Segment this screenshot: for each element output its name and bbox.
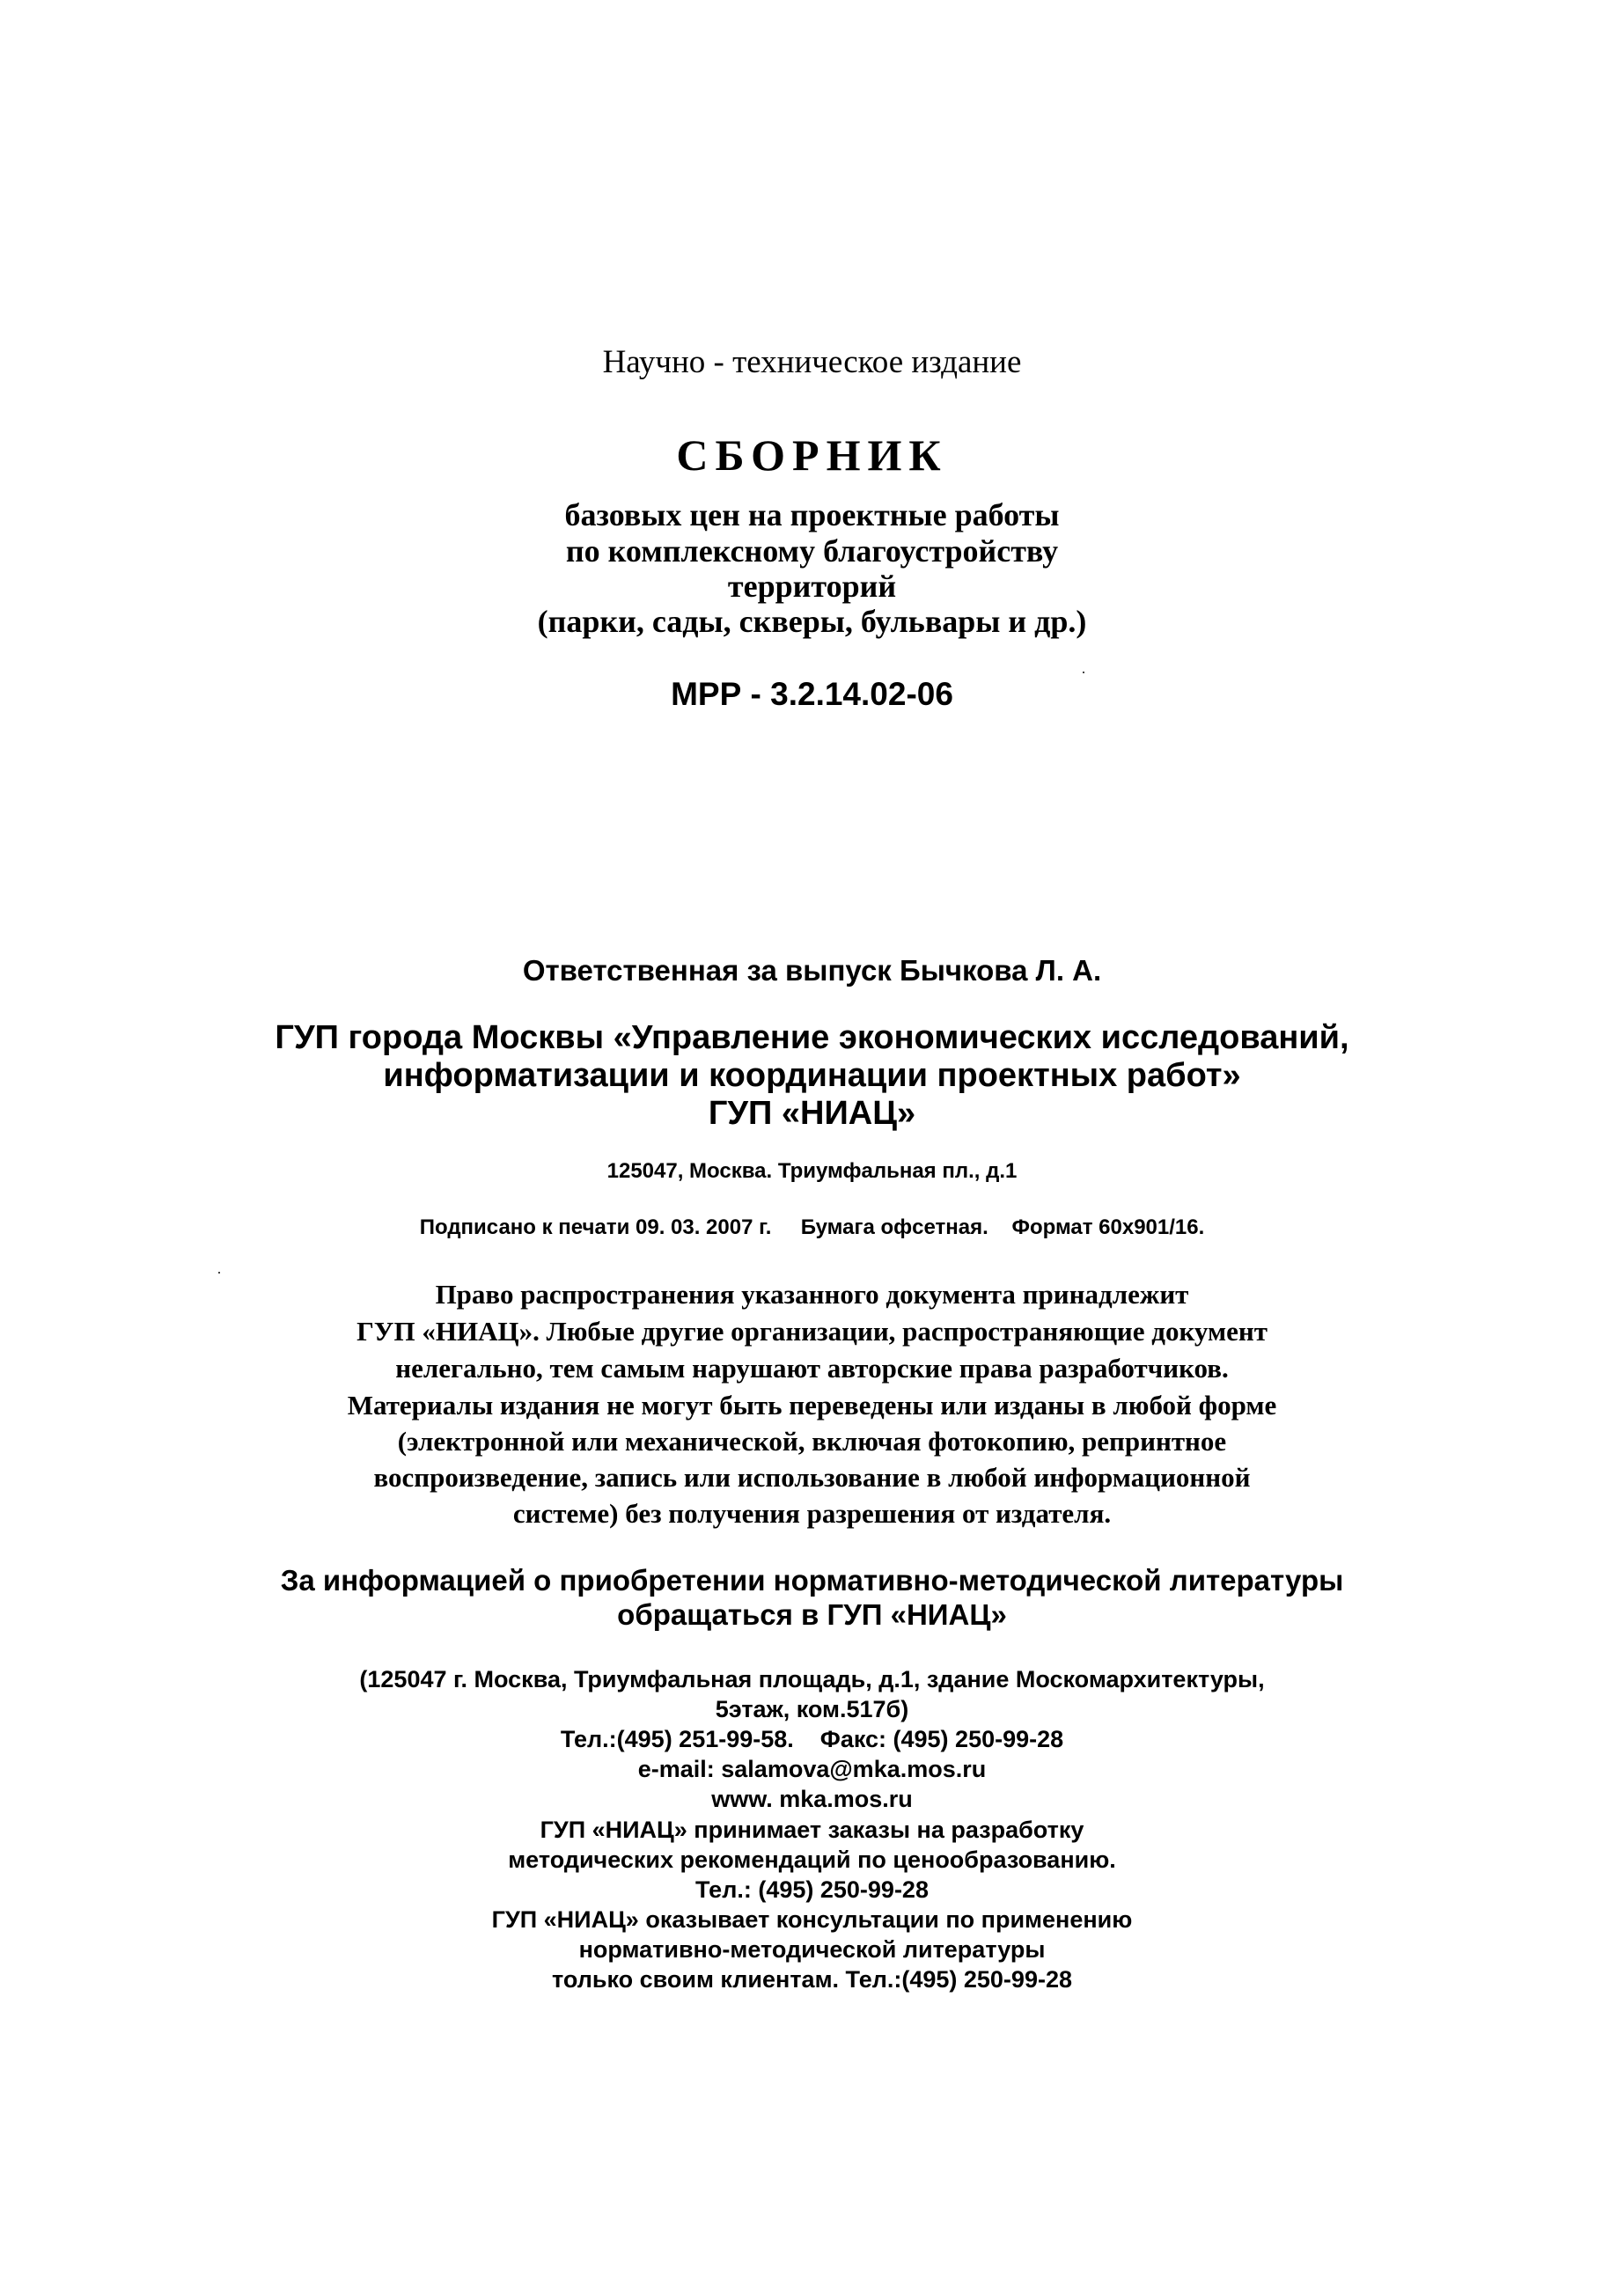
organization-line: информатизации и координации проектных работ» — [383, 1057, 1241, 1094]
contact-email: e-mail: salamova@mka.mos.ru — [637, 1756, 987, 1782]
responsible-editor: Ответственная за выпуск Бычкова Л. А. — [522, 954, 1102, 987]
rights-line: Материалы издания не могут быть переведены или изданы в любой форме — [347, 1390, 1277, 1421]
subtitle-line: (парки, сады, скверы, бульвары и др.) — [537, 604, 1087, 639]
rights-line: Право распространения указанного документа принадлежит — [435, 1279, 1189, 1310]
contact-line: методических рекомендаций по ценообразованию. — [508, 1846, 1116, 1873]
contact-line: ГУП «НИАЦ» оказывает консультации по применению — [491, 1906, 1133, 1933]
rights-line: воспроизведение, запись или использование в любой информационной — [373, 1462, 1251, 1493]
contact-line: ГУП «НИАЦ» принимает заказы на разработку — [540, 1817, 1084, 1843]
scan-speck — [1083, 672, 1084, 673]
publication-type: Научно - техническое издание — [602, 344, 1022, 380]
contact-address: 5этаж, ком.517б) — [715, 1696, 909, 1722]
subtitle-line: базовых цен на проектные работы — [564, 497, 1060, 532]
document-title: СБОРНИК — [676, 430, 948, 480]
info-line: За информацией о приобретении нормативно-методической литературы — [280, 1564, 1344, 1597]
contact-line: нормативно-методической литературы — [578, 1936, 1046, 1963]
subtitle-line: по комплексному благоустройству — [565, 533, 1059, 569]
print-info: Подписано к печати 09. 03. 2007 г. Бумага офсетная. Формат 60х901/16. — [419, 1215, 1205, 1239]
rights-line: (электронной или механической, включая фотокопию, репринтное — [397, 1426, 1227, 1457]
info-line: обращаться в ГУП «НИАЦ» — [617, 1598, 1007, 1631]
publisher-address: 125047, Москва. Триумфальная пл., д.1 — [606, 1159, 1018, 1183]
contact-line: только своим клиентам. Тел.:(495) 250-99-28 — [552, 1966, 1072, 1993]
contact-phone: Тел.: (495) 250-99-28 — [695, 1876, 929, 1903]
scan-speck — [218, 1272, 220, 1274]
contact-website: www. mka.mos.ru — [711, 1786, 913, 1812]
rights-line: ГУП «НИАЦ». Любые другие организации, распространяющие документ — [356, 1316, 1268, 1347]
organization-line: ГУП «НИАЦ» — [708, 1095, 916, 1132]
subtitle-line: территорий — [727, 569, 897, 604]
organization-line: ГУП города Москвы «Управление экономических исследований, — [275, 1019, 1349, 1056]
rights-line: системе) без получения разрешения от издателя. — [512, 1498, 1112, 1529]
contact-address: (125047 г. Москва, Триумфальная площадь, д.1, здание Москомархитектуры, — [359, 1666, 1265, 1692]
document-code: МРР - 3.2.14.02-06 — [671, 676, 953, 712]
rights-line: нелегально, тем самым нарушают авторские права разработчиков. — [395, 1353, 1229, 1384]
contact-phone-fax: Тел.:(495) 251-99-58. Факс: (495) 250-99-28 — [560, 1726, 1064, 1752]
